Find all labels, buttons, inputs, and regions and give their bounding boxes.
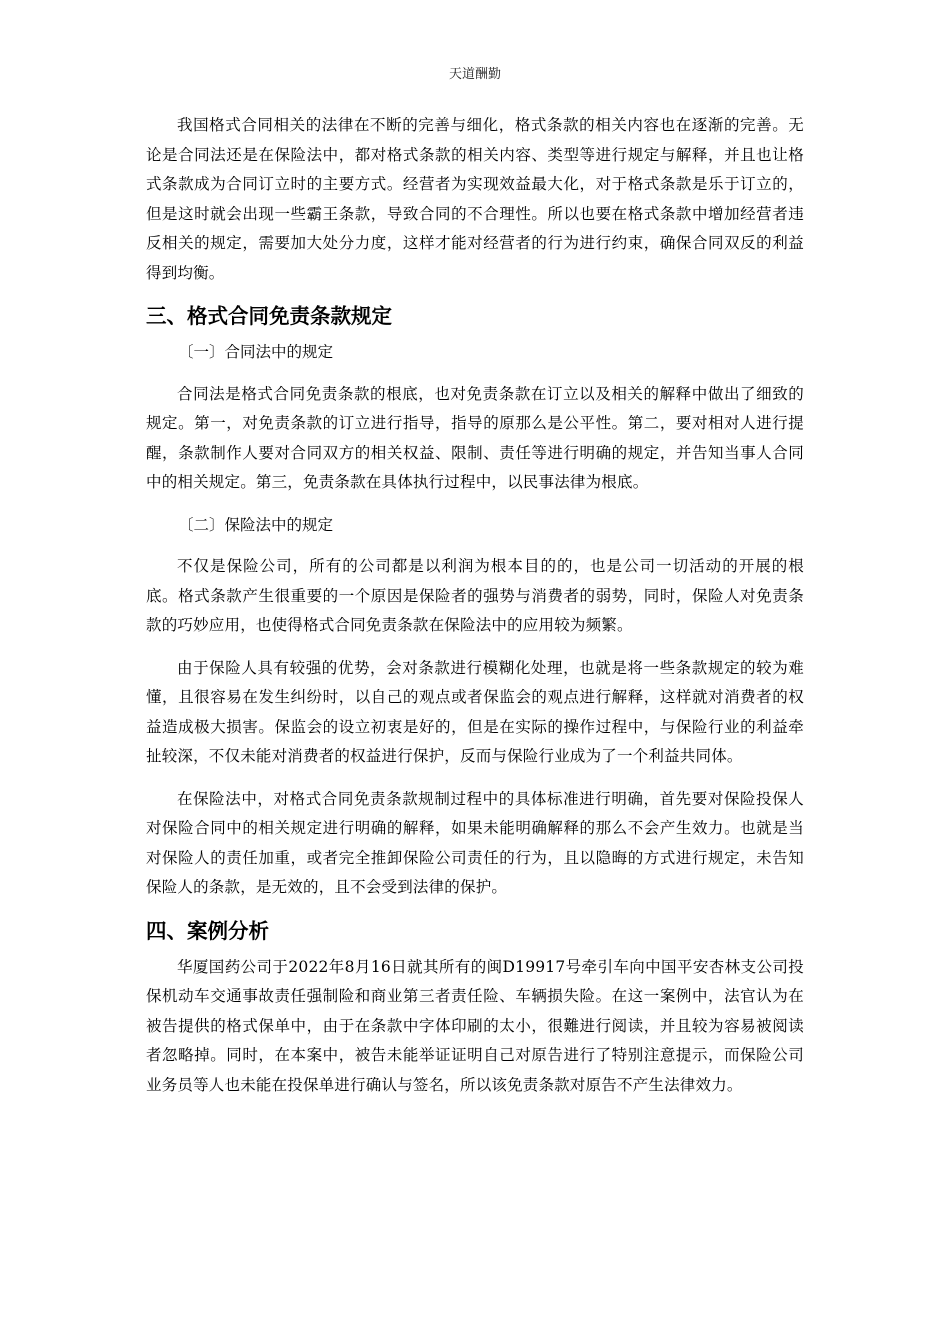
section-4-paragraph: 华厦国药公司于2022年8月16日就其所有的闽D19917号牵引车向中国平安杏林支公司投保机动车交通事故责任强制险和商业第三者责任险、车辆损失险。在这一案例中，法官认为在被告提供的格式保单中，由于在条款中字体印刷的太小，很難进行阅读，并且较为容易被阅读者忽略掉。同时，在本案中，被告未能举证证明自己对原告进行了特别注意提示，而保险公司业务员等人也未能在投保单进行确认与签名，所以该免责条款对原告不产生法律效力。 xyxy=(146,957,804,1094)
section-4-heading: 四、案例分析 xyxy=(146,918,269,943)
page-header: 天道酬勤 xyxy=(448,67,501,82)
document-body xyxy=(146,111,804,1113)
intro-paragraph: 我国格式合同相关的法律在不断的完善与细化，格式条款的相关内容也在逐渐的完善。无论是合同法还是在保险法中，都对格式条款的相关内容、类型等进行规定与解释，并且也让格式条款成为合同订立时的主要方式。经营者为实现效益最大化，对于格式条款是乐于订立的，但是这时就会出现一些霸王条款，导致合同的不合理性。所以也要在格式条款中增加经营者违反相关的规定，需要加大处分力度，这样才能对经营者的行为进行约束，确保合同双反的利益得到均衡。 xyxy=(146,116,804,282)
section-3-heading: 三、格式合同免责条款规定 xyxy=(146,304,392,328)
subsection-3-1-heading: 〔一〕合同法中的规定 xyxy=(178,343,334,361)
subsection-3-2-paragraph-3: 在保险法中，对格式合同免责条款规制过程中的具体标准进行明确，首先要对保险投保人对保险合同中的相关规定进行明确的解释，如果未能明确解释的那么不会产生效力。也就是当对保险人的责任加重，或者完全推卸保险公司责任的行为，且以隐晦的方式进行规定，未告知保险人的条款，是无效的，且不会受到法律的保护。 xyxy=(146,789,804,896)
subsection-3-2-paragraph-1: 不仅是保险公司，所有的公司都是以利润为根本目的的，也是公司一切活动的开展的根底。格式条款产生很重要的一个原因是保险者的强势与消费者的弱势，同时，保险人对免责条款的巧妙应用，也使得格式合同免责条款在保险法中的应用较为频繁。 xyxy=(146,557,804,634)
subsection-3-2-paragraph-2: 由于保险人具有较强的优势，会对条款进行模糊化处理，也就是将一些条款规定的较为难懂，且很容易在发生纠纷时，以自己的观点或者保监会的观点进行解释，这样就对消费者的权益造成极大损害。保监会的设立初衷是好的，但是在实际的操作过程中，与保险行业的利益牵扯较深，不仅未能对消费者的权益进行保护，反而与保险行业成为了一个利益共同体。 xyxy=(146,658,804,765)
subsection-3-2-heading: 〔二〕保险法中的规定 xyxy=(178,515,334,534)
subsection-3-1-paragraph: 合同法是格式合同免责条款的根底，也对免责条款在订立以及相关的解释中做出了细致的规定。第一，对免责条款的订立进行指导，指导的原那么是公平性。第二，要对相对人进行提醒，条款制作人要对合同双方的相关权益、限制、责任等进行明确的规定，并告知当事人合同中的相关规定。第三，免责条款在具体执行过程中，以民事法律为根底。 xyxy=(146,384,804,491)
